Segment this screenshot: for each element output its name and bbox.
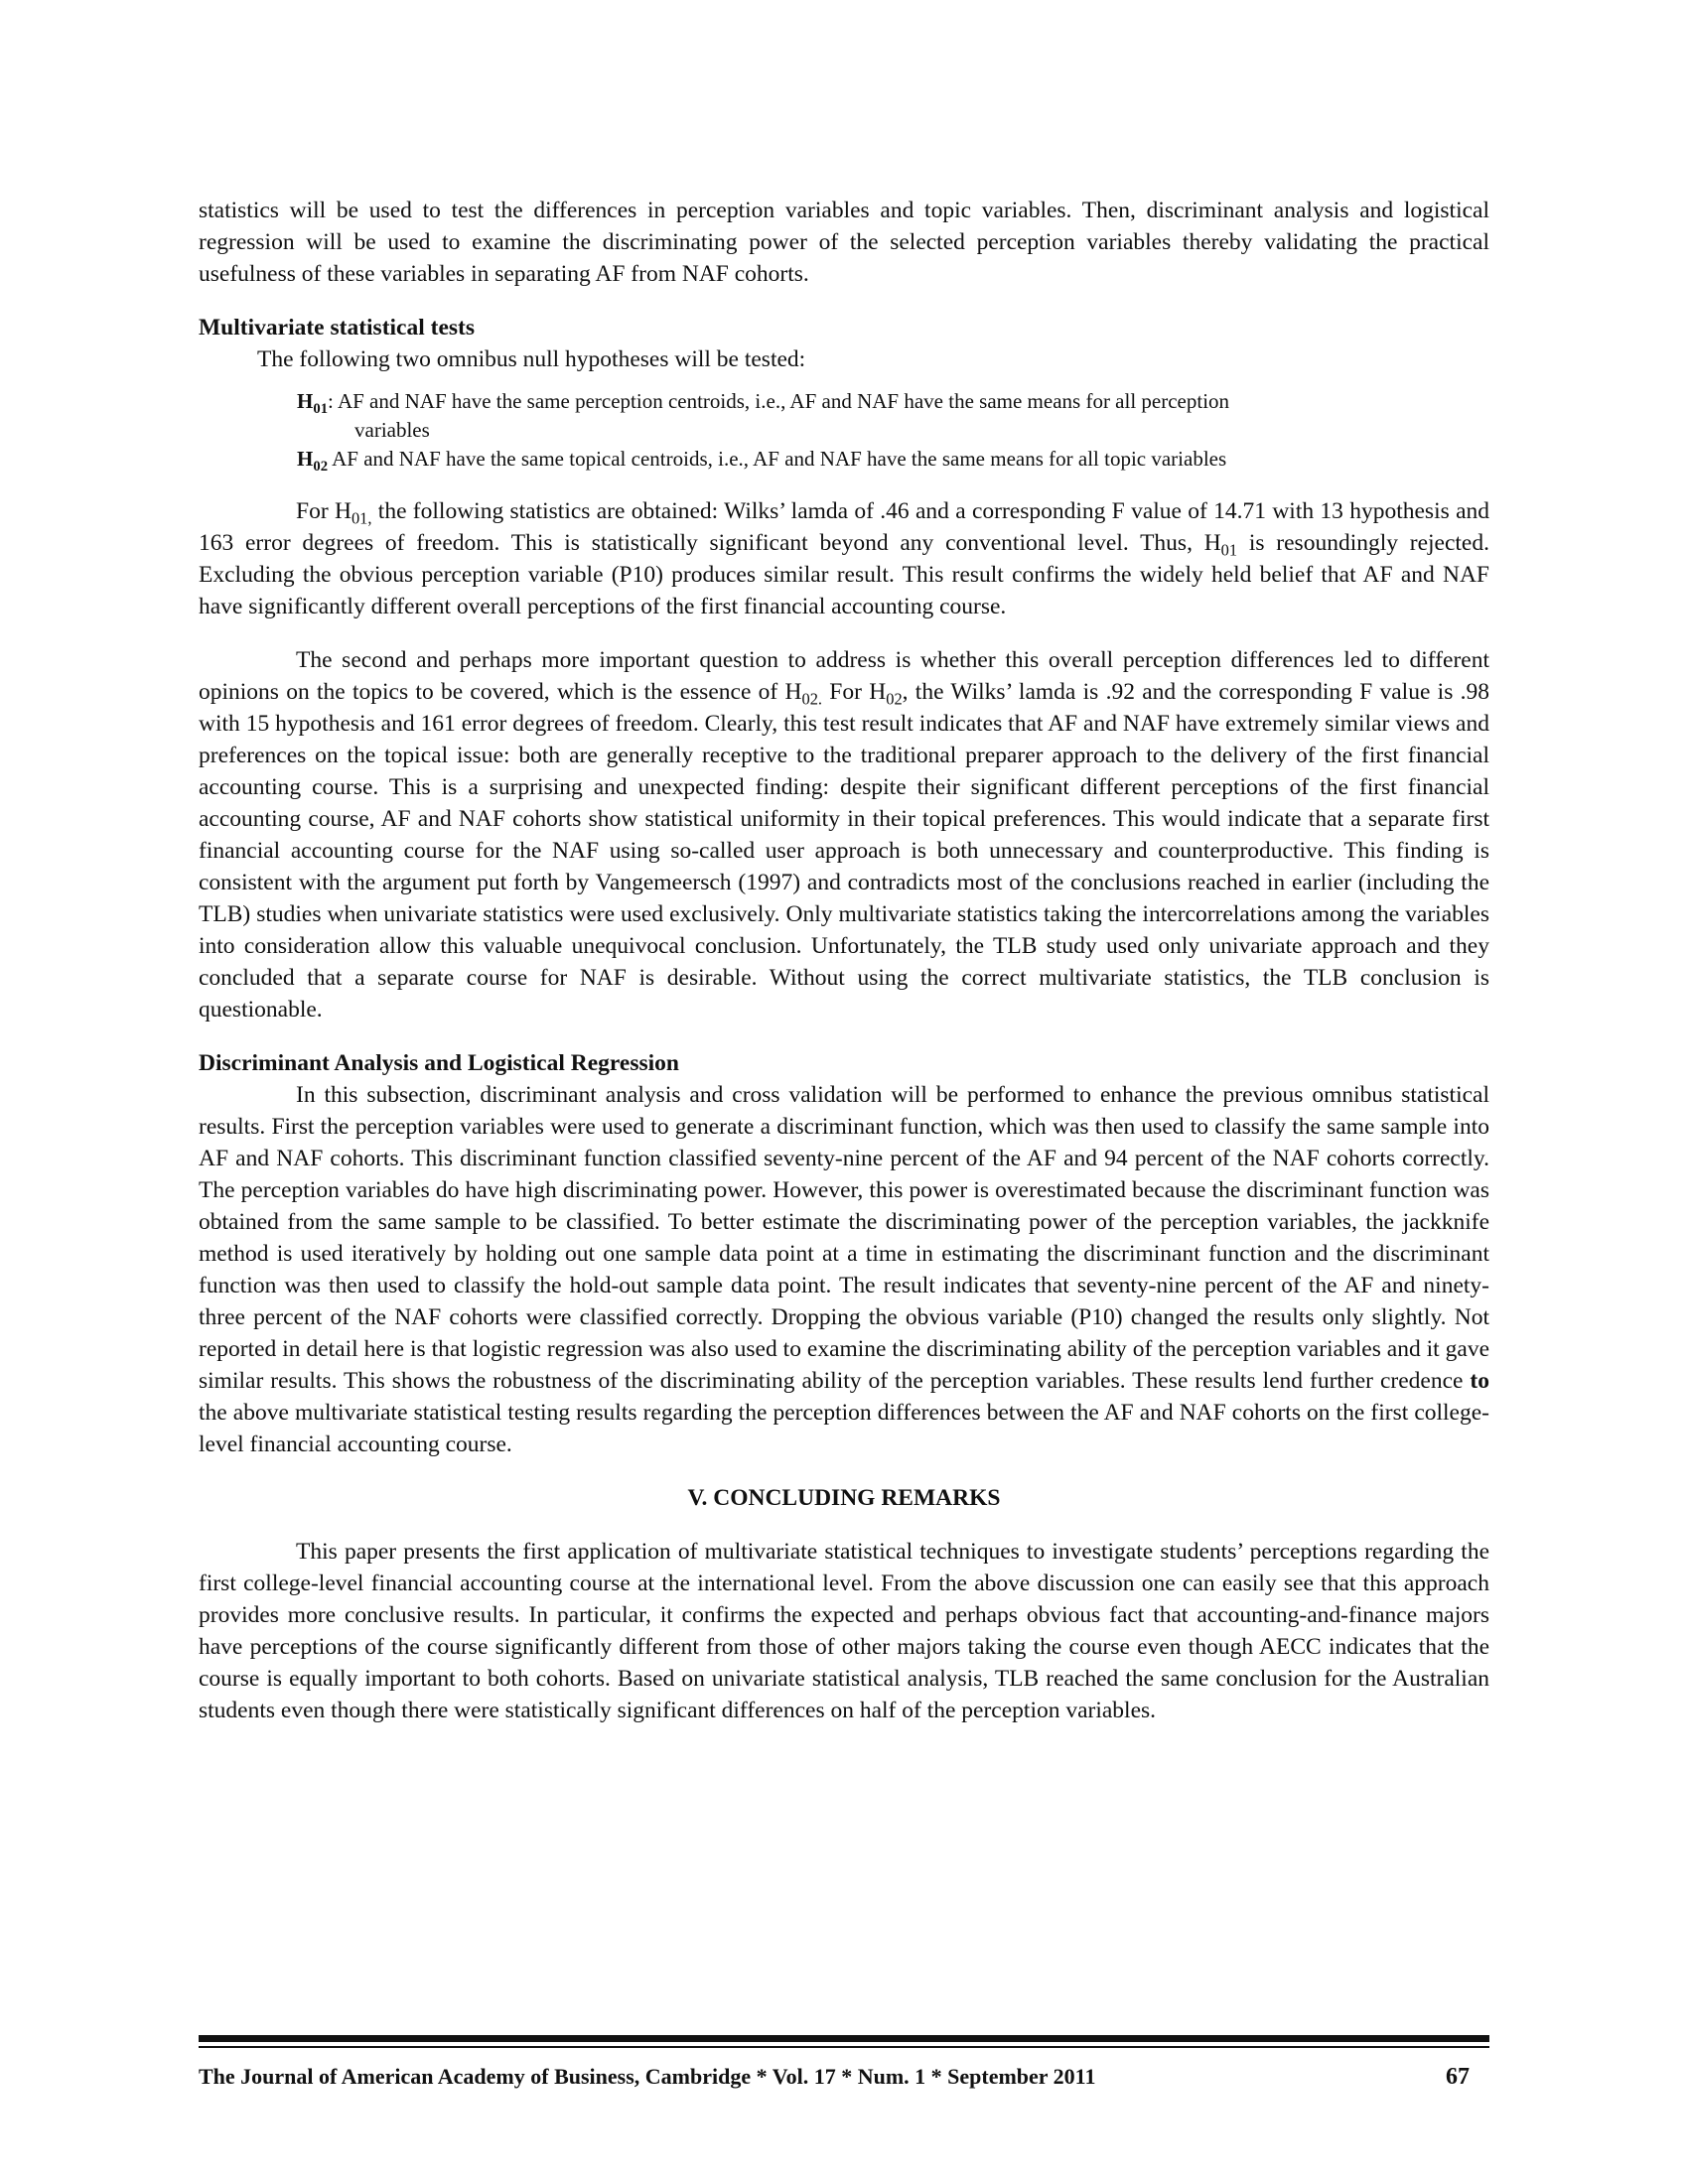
h02-label: H: [297, 447, 314, 471]
discriminant-part-b: the above multivariate statistical testing results regarding the perception differences between the AF and NAF cohorts on the first college-level financial accounting course.: [199, 1400, 1489, 1457]
section-heading-multivariate: Multivariate statistical tests: [199, 315, 476, 341]
p1-part-c: is resoundingly rejected. Excluding the obvious perception variable (P10) produces similar result. This result confirms the widely held belief that AF and NAF have significantly different overall perceptions of the first financial accounting course.: [199, 530, 1489, 619]
h01-results-paragraph: [199, 495, 1489, 622]
p2-part-b: For H: [822, 679, 887, 705]
p1-part-a: For H: [296, 498, 352, 524]
p1-sub-2: 01: [1220, 540, 1238, 560]
discriminant-part-a: In this subsection, discriminant analysis and cross validation will be performed to enhance the previous omnibus statistical results. First the perception variables were used to generate a discriminant function, which was then used to classify the same sample into AF and NAF cohorts. This discriminant function classified seventy-nine percent of the AF and 94 percent of the NAF cohorts correctly. The perception variables do have high discriminating power. However, this power is overestimated because the discriminant function was obtained from the same sample to be classified. To better estimate the discriminating power of the perception variables, the jackknife method is used iteratively by holding out one sample data point at a time in estimating the discriminant function and the discriminant function was then used to classify the hold-out sample data point. The result indicates that seventy-nine percent of the AF and ninety-three percent of the NAF cohorts were classified correctly. Dropping the obvious variable (P10) changed the results only slightly. Not reported in detail here is that logistic regression was also used to examine the discriminating ability of the perception variables and it gave similar results. This shows the robustness of the discriminating ability of the perception variables. These results lend further credence: [199, 1082, 1489, 1394]
discriminant-section: [199, 1047, 1489, 1460]
p1-sub-1: 01,: [351, 508, 372, 528]
p2-sub-1: 02.: [801, 689, 823, 709]
p2-part-a: The second and perhaps more important question to address is whether this overall perception differences led to different opinions on the topics to be covered, which is the essence of H: [199, 647, 1489, 705]
multivariate-section: [199, 312, 1489, 1025]
hypotheses-lead: The following two omnibus null hypotheses will be tested:: [257, 346, 806, 372]
footer-rule-thick: [199, 2035, 1489, 2042]
intro-paragraph: statistics will be used to test the differences in perception variables and topic variables. Then, discriminant analysis and logistical regression will be used to examine the discriminating power of the selected perception variables thereby validating the practical usefulness of these variables in separating AF from NAF cohorts.: [199, 198, 1489, 287]
p2-part-c: , the Wilks’ lamda is .92 and the corresponding F value is .98 with 15 hypothesis and 161 error degrees of freedom. Clearly, this test result indicates that AF and NAF have extremely similar views and preferences on the topical issue: both are generally receptive to the traditional preparer approach to the delivery of the first financial accounting course. This is a surprising and unexpected finding: despite their significant different perceptions of the first financial accounting course, AF and NAF cohorts show statistical uniformity in their topical preferences. This would indicate that a separate first financial accounting course for the NAF using so-called user approach is both unnecessary and counterproductive. This finding is consistent with the argument put forth by Vangemeersch (1997) and contradicts most of the conclusions reached in earlier (including the TLB) studies when univariate statistics were used exclusively. Only multivariate statistics taking the intercorrelations among the variables into consideration allow this valuable unequivocal conclusion. Unfortunately, the TLB study used only univariate approach and they concluded that a separate course for NAF is desirable. Without using the correct multivariate statistics, the TLB conclusion is questionable.: [199, 679, 1489, 1023]
h01-sub: 01: [313, 401, 329, 418]
discriminant-bold-word: to: [1470, 1368, 1489, 1394]
h01-continuation: variables: [354, 418, 430, 442]
hypothesis-h02: [297, 445, 1489, 474]
p1-part-b: the following statistics are obtained: Wilks’ lamda of .46 and a corresponding F value of 14.71 with 13 hypothesis and 163 error degrees of freedom. This is statistically significant beyond any conventional level. Thus, H: [199, 498, 1489, 556]
footer-rule-thin: [199, 2046, 1489, 2048]
page-body: [199, 195, 1489, 1726]
page-footer: [199, 2059, 1489, 2095]
p2-sub-2: 02: [886, 689, 903, 709]
page-number: 67: [1446, 2064, 1470, 2090]
section-heading-concluding: V. CONCLUDING REMARKS: [687, 1485, 1001, 1511]
h02-text: AF and NAF have the same topical centroids, i.e., AF and NAF have the same means for all topic variables: [328, 447, 1227, 471]
hypothesis-h01: [297, 387, 1489, 445]
h01-label: H: [297, 389, 314, 413]
concluding-paragraph: This paper presents the first application of multivariate statistical techniques to investigate students’ perceptions regarding the first college-level financial accounting course at the international level. From the above discussion one can easily see that this approach provides more conclusive results. In particular, it confirms the expected and perhaps obvious fact that accounting-and-finance majors have perceptions of the course significantly different from those of other majors taking the course even though AECC indicates that the course is equally important to both cohorts. Based on univariate statistical analysis, TLB reached the same conclusion for the Australian students even though there were statistically significant differences on half of the perception variables.: [199, 1539, 1489, 1723]
journal-citation: The Journal of American Academy of Business, Cambridge * Vol. 17 * Num. 1 * September 2011: [199, 2064, 1096, 2089]
discriminant-paragraph: [199, 1079, 1489, 1460]
h02-results-paragraph: [199, 644, 1489, 1025]
h01-text: : AF and NAF have the same perception centroids, i.e., AF and NAF have the same means for all perception: [328, 389, 1230, 413]
h02-sub: 02: [313, 459, 329, 476]
section-heading-discriminant: Discriminant Analysis and Logistical Regression: [199, 1050, 679, 1076]
